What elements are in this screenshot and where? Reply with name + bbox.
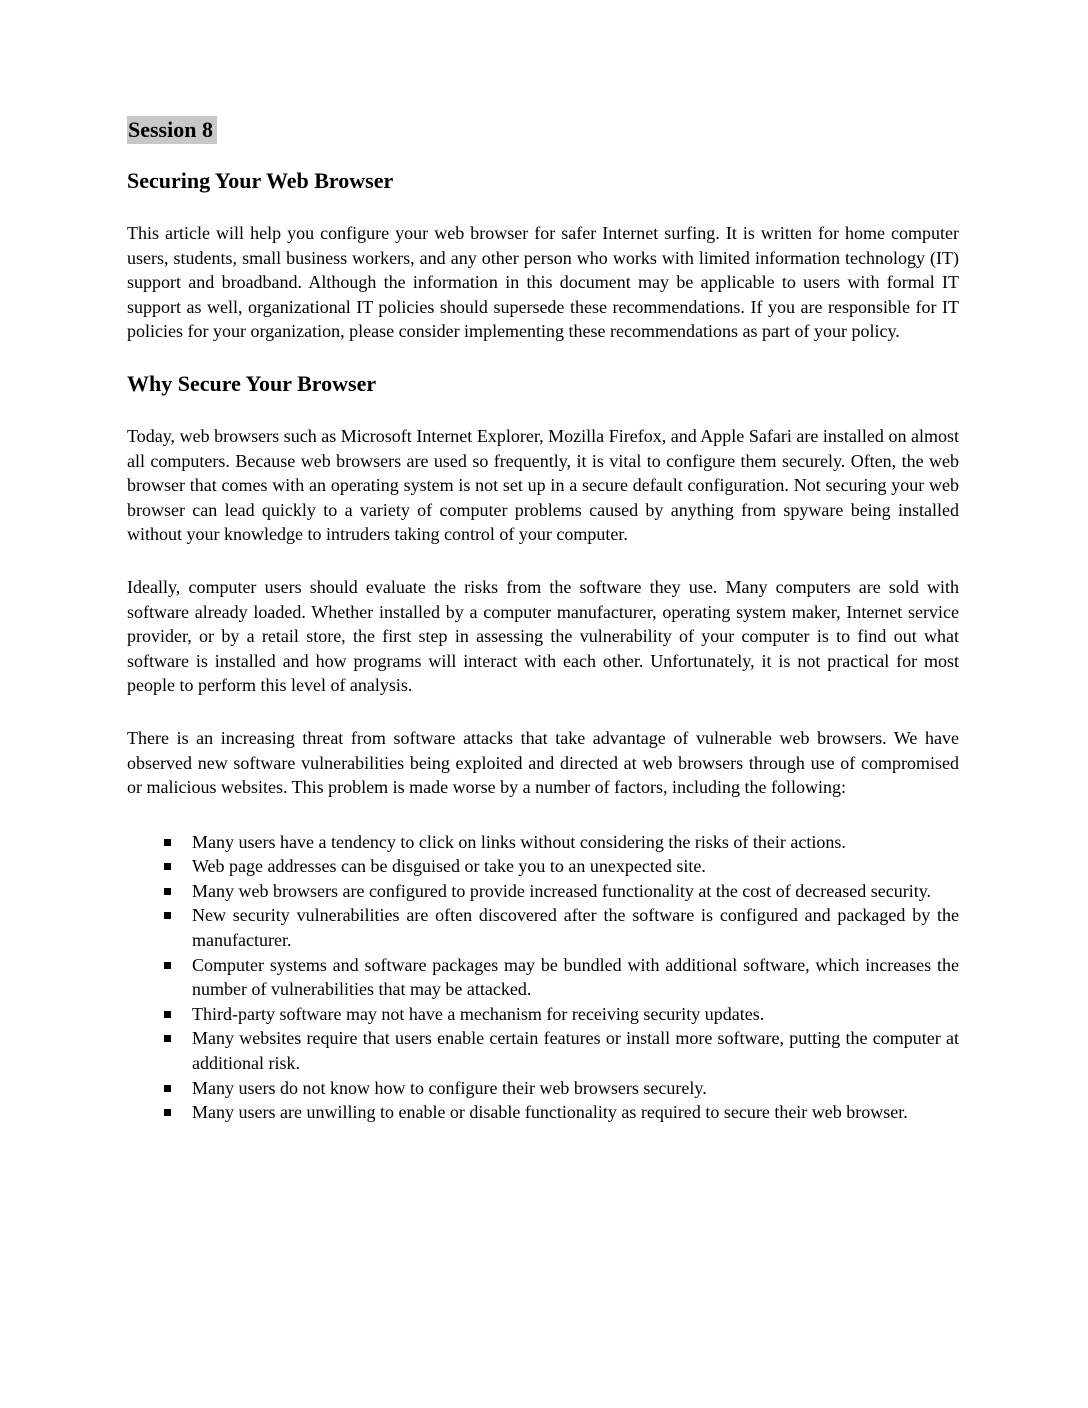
body-paragraph: There is an increasing threat from software attacks that take advantage of vulnerable web browsers. We have observed new software vulnerabilities being exploited and directed at web browsers through use of compromised or malicious websites. This problem is made worse by a number of factors, including the following: <box>127 727 959 798</box>
square-bullet-icon <box>164 1109 171 1116</box>
session-line <box>127 118 959 142</box>
intro-paragraph: This article will help you configure your web browser for safer Internet surfing. It is written for home computer users, students, small business workers, and any other person who works with limited information technology (IT) support and broadband. Although the information in this document may be applicable to users with formal IT support as well, organizational IT policies should supersede these recommendations. If you are responsible for IT policies for your organization, please consider implementing these recommendations as part of your policy. <box>127 223 959 342</box>
square-bullet-icon <box>164 888 171 895</box>
square-bullet-icon <box>164 1085 171 1092</box>
list-item <box>163 1026 959 1075</box>
list-item-text: Many users are unwilling to enable or disable functionality as required to secure their web browser. <box>192 1102 908 1123</box>
square-bullet-icon <box>164 839 171 846</box>
square-bullet-icon <box>164 912 171 919</box>
list-item-text: Many users have a tendency to click on links without considering the risks of their actions. <box>192 831 846 852</box>
square-bullet-icon <box>164 1035 171 1042</box>
list-item-text: New security vulnerabilities are often discovered after the software is configured and packaged by the manufacturer. <box>192 905 959 951</box>
list-item <box>163 1100 959 1125</box>
list-item <box>163 903 959 952</box>
session-label: Session 8 <box>127 116 217 144</box>
list-item-text: Web page addresses can be disguised or take you to an unexpected site. <box>192 856 706 877</box>
section-heading: Why Secure Your Browser <box>127 370 377 396</box>
document-content <box>127 118 959 1125</box>
body-paragraph: Ideally, computer users should evaluate the risks from the software they use. Many computers are sold with software already loaded. Whether installed by a computer manufacturer, operating system maker, Internet service provider, or by a retail store, the first step in assessing the vulnerability of your computer is to find out what software is installed and how programs will interact with each other. Unfortunately, it is not practical for most people to perform this level of analysis. <box>127 576 959 696</box>
list-item <box>163 830 959 855</box>
list-item-text: Many websites require that users enable certain features or install more software, putting the computer at additional risk. <box>192 1028 959 1074</box>
document-title: Securing Your Web Browser <box>127 168 394 193</box>
list-item <box>163 1076 959 1101</box>
risk-factors-list <box>127 828 959 1125</box>
list-item-text: Third-party software may not have a mechanism for receiving security updates. <box>192 1003 765 1024</box>
list-item-text: Computer systems and software packages may be bundled with additional software, which increases the number of vulnerabilities that may be attacked. <box>192 954 959 1000</box>
list-item-text: Many users do not know how to configure their web browsers securely. <box>192 1077 707 1098</box>
square-bullet-icon <box>164 863 171 870</box>
square-bullet-icon <box>164 962 171 969</box>
list-item <box>163 953 959 1002</box>
list-item-text: Many web browsers are configured to provide increased functionality at the cost of decreased security. <box>192 880 932 901</box>
body-paragraph: Today, web browsers such as Microsoft Internet Explorer, Mozilla Firefox, and Apple Safari are installed on almost all computers. Because web browsers are used so frequently, it is vital to configure them securely. Often, the web browser that comes with an operating system is not set up in a secure default configuration. Not securing your web browser can lead quickly to a variety of computer problems caused by anything from spyware being installed without your knowledge to intruders taking control of your computer. <box>127 425 959 545</box>
list-item <box>163 879 959 904</box>
square-bullet-icon <box>164 1011 171 1018</box>
list-item <box>163 854 959 879</box>
list-item <box>163 1002 959 1027</box>
